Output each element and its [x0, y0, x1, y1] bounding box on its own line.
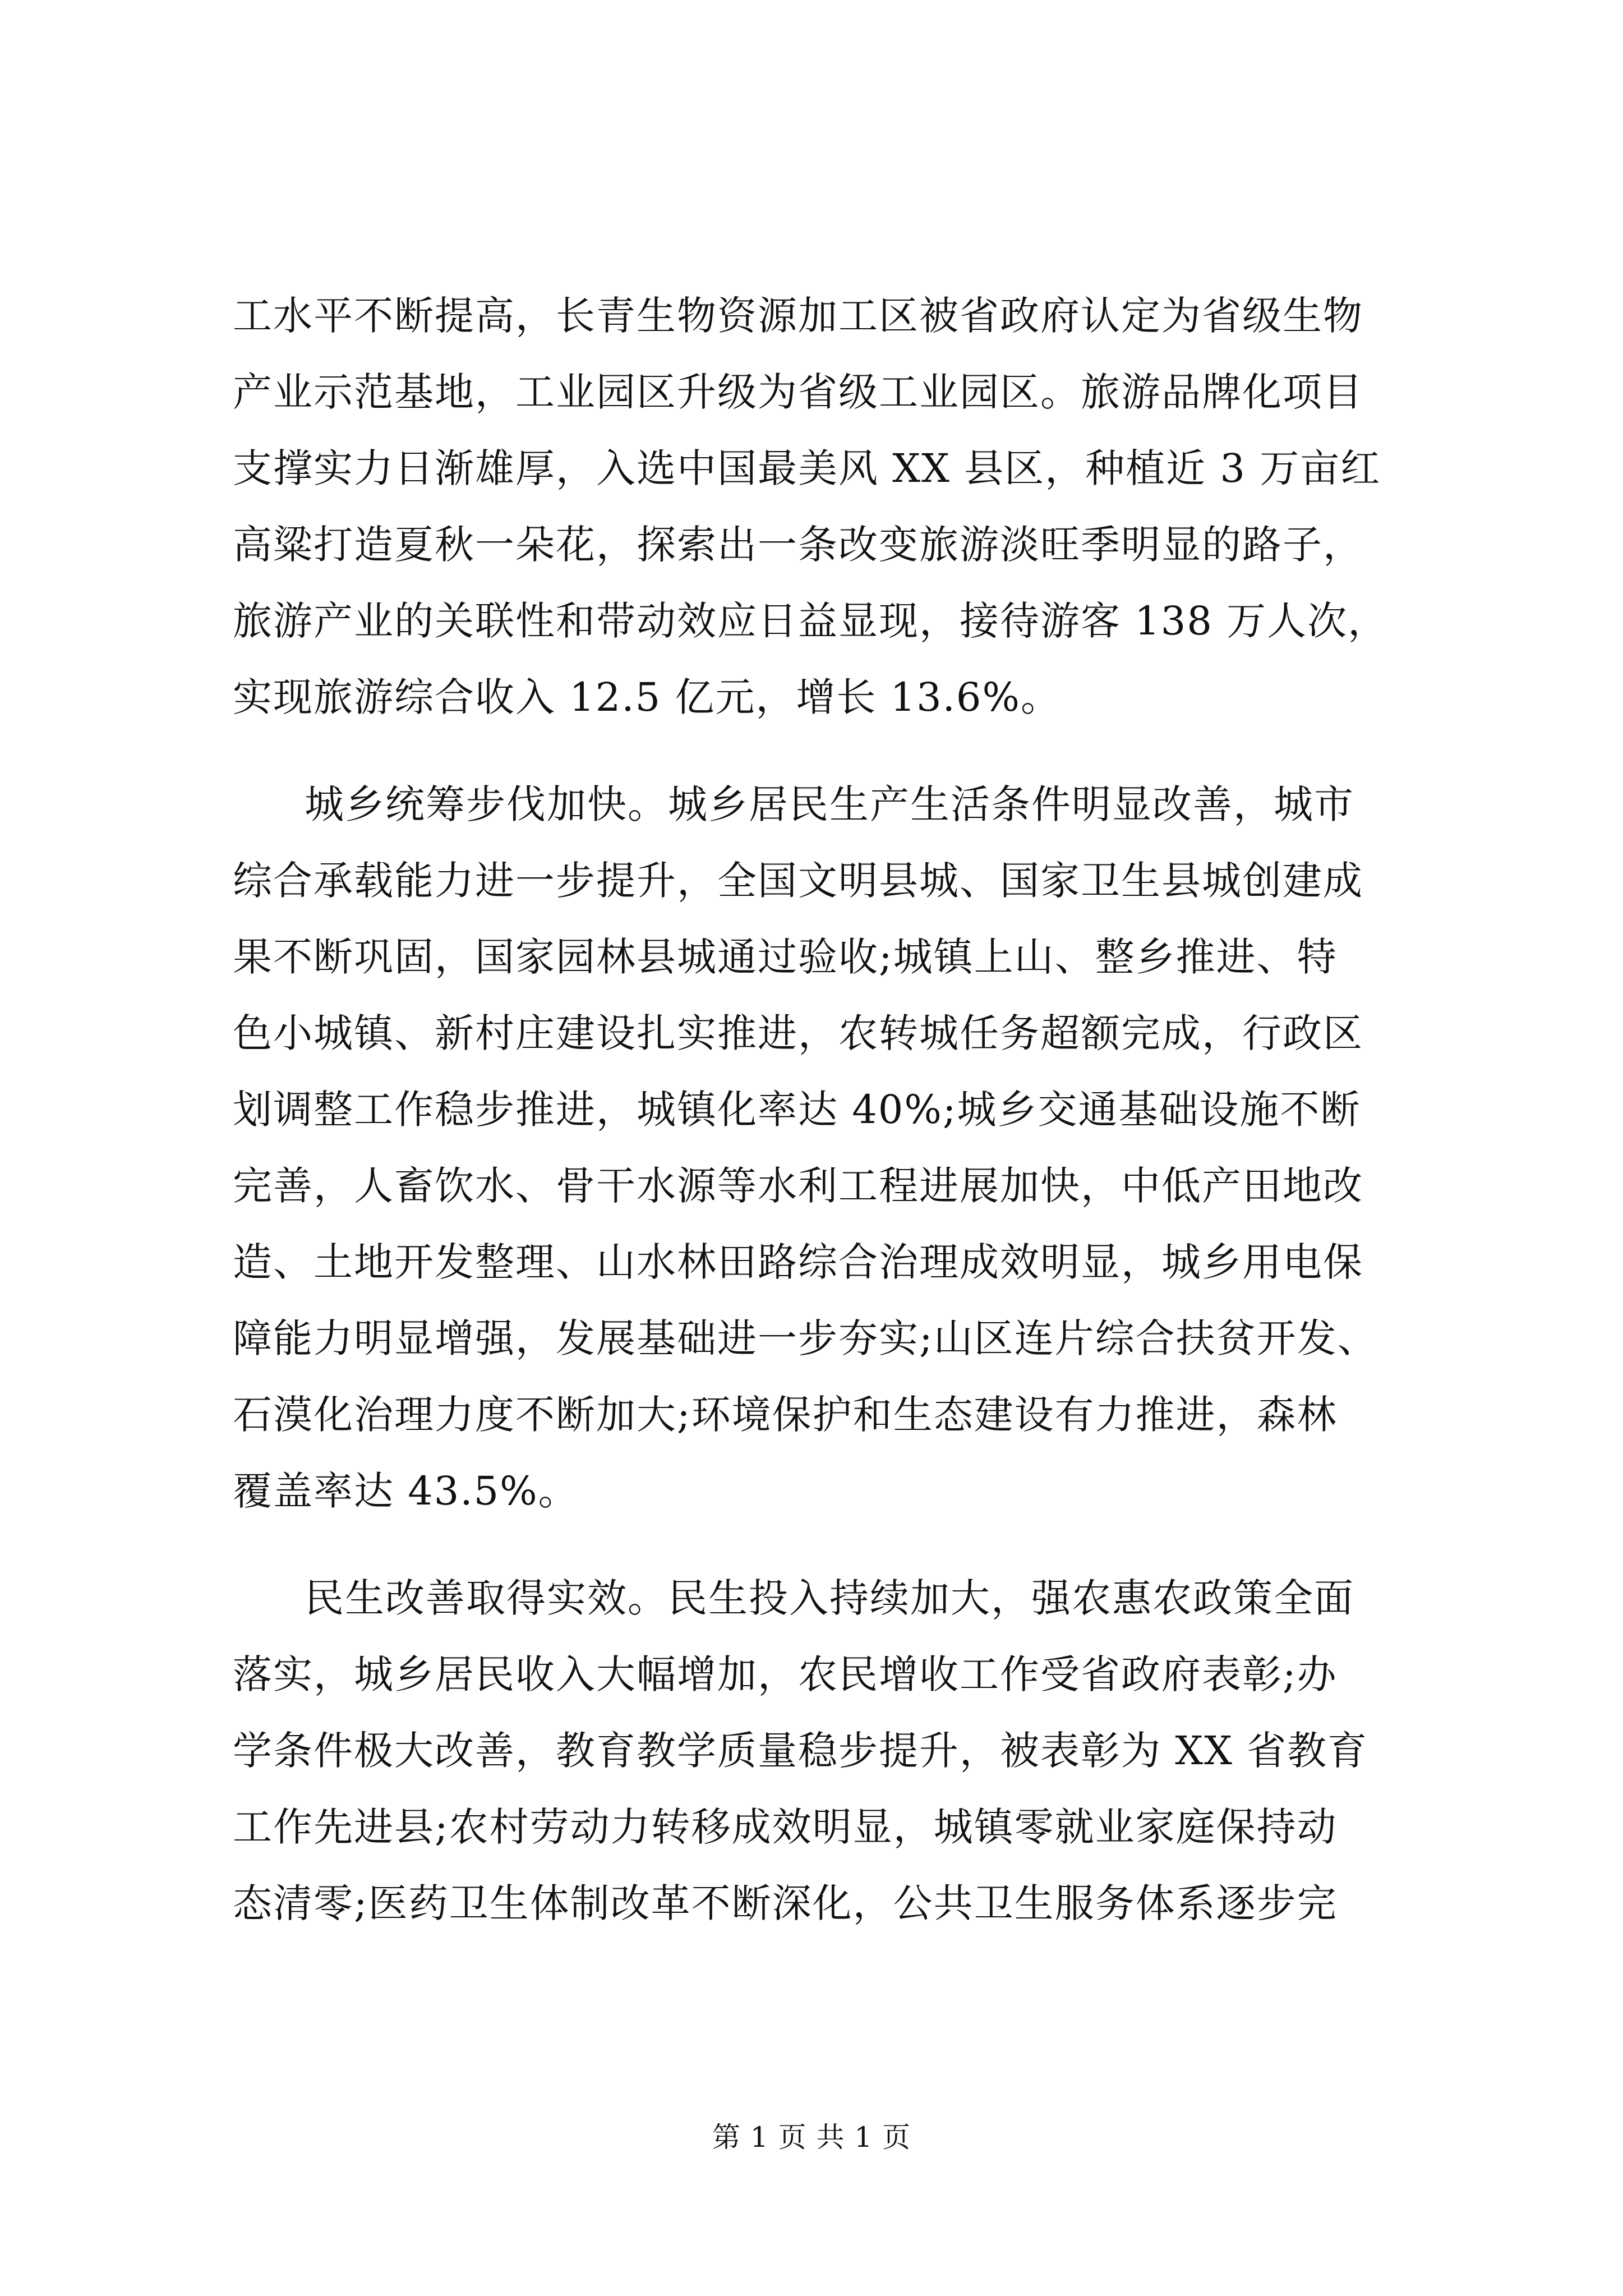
paragraph-1-line-2: 产业示范基地，工业园区升级为省级工业园区。旅游品牌化项目	[233, 369, 1363, 415]
paragraph-1-line-4: 高粱打造夏秋一朵花，探索出一条改变旅游淡旺季明显的路子，	[233, 522, 1363, 568]
paragraph-3-line-2: 落实，城乡居民收入大幅增加，农民增收工作受省政府表彰;办	[233, 1651, 1338, 1697]
page-number-label: 第 1 页 共 1 页	[712, 2121, 911, 2154]
paragraph-2-line-8: 障能力明显增强，发展基础进一步夯实;山区连片综合扶贫开发、	[233, 1315, 1378, 1361]
paragraph-2-line-10: 覆盖率达 43.5%。	[233, 1468, 579, 1514]
paragraph-2-line-5: 划调整工作稳步推进，城镇化率达 40%;城乡交通基础设施不断	[233, 1087, 1361, 1133]
paragraph-2-line-4: 色小城镇、新村庄建设扎实推进，农转城任务超额完成，行政区	[233, 1010, 1363, 1056]
paragraph-2-line-6: 完善，人畜饮水、骨干水源等水利工程进展加快，中低产田地改	[233, 1163, 1363, 1209]
paragraph-2-line-2: 综合承载能力进一步提升，全国文明县城、国家卫生县城创建成	[233, 858, 1363, 904]
paragraph-2-line-9: 石漠化治理力度不断加大;环境保护和生态建设有力推进，森林	[233, 1392, 1338, 1438]
paragraph-1-line-3: 支撑实力日渐雄厚，入选中国最美风 XX 县区，种植近 3 万亩红	[233, 445, 1381, 491]
paragraph-3-line-5: 态清零;医药卫生体制改革不断深化，公共卫生服务体系逐步完	[233, 1880, 1338, 1926]
paragraph-1-line-1: 工水平不断提高，长青生物资源加工区被省政府认定为省级生物	[233, 293, 1363, 339]
paragraph-1-line-6: 实现旅游综合收入 12.5 亿元，增长 13.6%。	[233, 674, 1061, 720]
paragraph-2-line-1: 城乡统筹步伐加快。城乡居民生产生活条件明显改善，城市	[305, 781, 1354, 827]
document-body	[233, 278, 1427, 1941]
paragraph-3-line-4: 工作先进县;农村劳动力转移成效明显，城镇零就业家庭保持动	[233, 1804, 1338, 1850]
paragraph-2-line-3: 果不断巩固，国家园林县城通过验收;城镇上山、整乡推进、特	[233, 934, 1338, 980]
paragraph-2-line-7: 造、土地开发整理、山水林田路综合治理成效明显，城乡用电保	[233, 1239, 1363, 1285]
paragraph-3-line-3: 学条件极大改善，教育教学质量稳步提升，被表彰为 XX 省教育	[233, 1728, 1368, 1774]
page-footer	[0, 2120, 1623, 2154]
paragraph-1-line-5: 旅游产业的关联性和带动效应日益显现，接待游客 138 万人次，	[233, 598, 1389, 644]
paragraph-3-line-1: 民生改善取得实效。民生投入持续加大，强农惠农政策全面	[305, 1575, 1354, 1621]
